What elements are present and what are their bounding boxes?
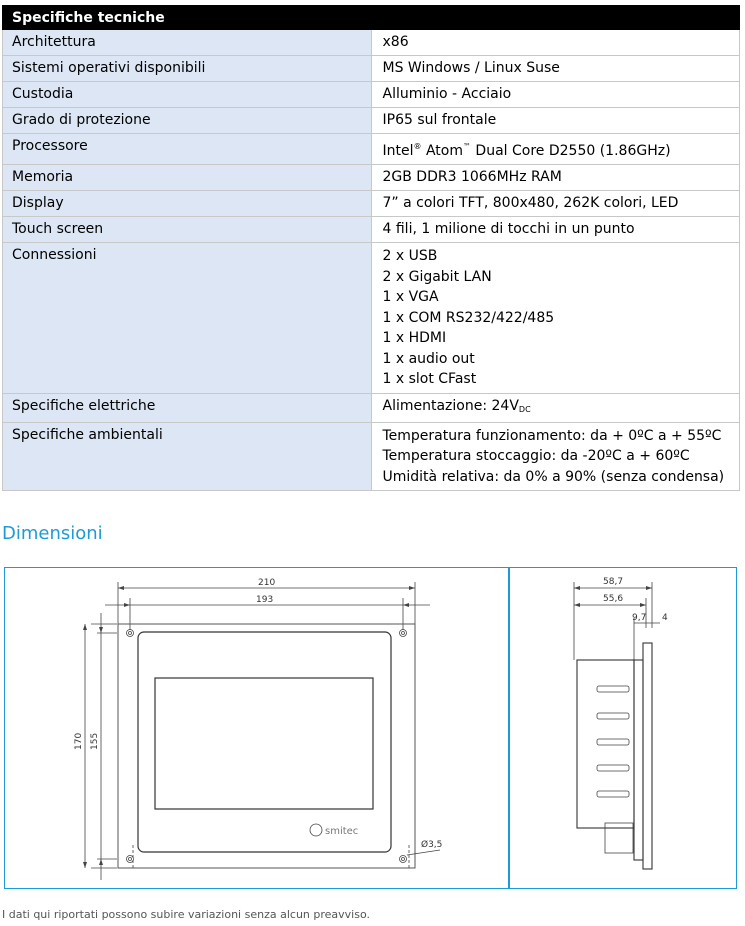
table-row [3, 393, 740, 422]
connection-line: 2 x USB [382, 248, 438, 264]
brand-logo-icon [310, 824, 322, 836]
spec-value [371, 422, 740, 491]
power-subscript: DC [518, 404, 531, 414]
hole-leader [407, 850, 440, 855]
drawing-divider [508, 568, 510, 888]
spec-value [371, 393, 740, 422]
mount-hole [129, 858, 132, 861]
arrowhead [124, 603, 130, 607]
spec-label: Display [3, 191, 372, 217]
arrowhead [640, 603, 646, 607]
spec-label: Connessioni [3, 243, 372, 394]
side-connector [597, 791, 629, 797]
spec-label: Touch screen [3, 217, 372, 243]
side-connector [597, 739, 629, 745]
spec-value [371, 134, 740, 165]
spec-label: Custodia [3, 82, 372, 108]
spec-table [2, 5, 740, 491]
mount-hole [127, 630, 134, 637]
arrowhead [83, 862, 87, 868]
table-row [3, 422, 740, 491]
spec-value: IP65 sul frontale [371, 108, 740, 134]
arrowhead [646, 586, 652, 590]
spec-value: x86 [371, 30, 740, 56]
dim-label-depth-body: 55,6 [603, 594, 624, 604]
connection-line: 2 x Gigabit LAN [382, 268, 492, 285]
table-row [3, 30, 740, 56]
dim-label-hole: Ø3,5 [421, 840, 443, 850]
dim-label-depth-b: 4 [662, 613, 668, 623]
dim-label-155: 155 [90, 732, 100, 750]
spec-table-title: Specifiche tecniche [3, 6, 740, 30]
side-connector [597, 713, 629, 719]
spec-label: Processore [3, 134, 372, 165]
side-bezel [634, 660, 643, 860]
spec-value: Alluminio - Acciaio [371, 82, 740, 108]
spec-value [371, 243, 740, 394]
spec-label: Specifiche ambientali [3, 422, 372, 491]
footnote: I dati qui riportati possono subire variazioni senza alcun preavviso. [2, 908, 370, 921]
spec-value: 2GB DDR3 1066MHz RAM [371, 165, 740, 191]
front-screen [155, 678, 373, 809]
connection-line: 1 x audio out [382, 350, 475, 367]
table-row [3, 134, 740, 165]
spec-label: Grado di protezione [3, 108, 372, 134]
mount-hole [402, 632, 405, 635]
mount-hole [400, 630, 407, 637]
table-row [3, 56, 740, 82]
environment-line: Umidità relativa: da 0% a 90% (senza condensa) [382, 468, 725, 485]
spec-value: MS Windows / Linux Suse [371, 56, 740, 82]
arrowhead [409, 586, 415, 590]
dim-label-193: 193 [256, 595, 274, 605]
technical-drawing [5, 568, 736, 888]
arrowhead [83, 624, 87, 630]
arrowhead [99, 859, 103, 865]
dimensions-drawing [4, 567, 737, 889]
spec-label: Architettura [3, 30, 372, 56]
side-body [577, 660, 634, 828]
arrowhead [574, 586, 580, 590]
processor-family: Atom [421, 143, 463, 159]
dim-label-depth-a: 9,7 [632, 613, 647, 623]
table-row [3, 243, 740, 394]
arrowhead [403, 603, 409, 607]
connection-line: 1 x HDMI [382, 330, 447, 346]
connection-line: 1 x COM RS232/422/485 [382, 309, 555, 326]
table-row [3, 165, 740, 191]
spec-value: 7” a colori TFT, 800x480, 262K colori, LED [371, 191, 740, 217]
side-frame [643, 643, 652, 869]
mount-hole [400, 856, 407, 863]
dim-label-depth-total: 58,7 [603, 577, 624, 587]
environment-line: Temperatura stoccaggio: da -20ºC a + 60ºC [382, 448, 690, 464]
arrowhead [118, 586, 124, 590]
side-connector [597, 765, 629, 771]
connection-line: 1 x slot CFast [382, 371, 477, 387]
spec-label: Memoria [3, 165, 372, 191]
power-supply: Alimentazione: 24V [382, 397, 519, 414]
side-connector [597, 686, 629, 692]
spec-label: Specifiche elettriche [3, 393, 372, 422]
arrowhead [574, 603, 580, 607]
dimensions-title: Dimensioni [2, 523, 103, 544]
brand-logo-text: smitec [325, 826, 359, 837]
dim-label-170: 170 [74, 732, 84, 750]
table-row [3, 191, 740, 217]
environment-line: Temperatura funzionamento: da + 0ºC a + 55ºC [382, 427, 722, 444]
connection-line: 1 x VGA [382, 289, 439, 305]
arrowhead [99, 627, 103, 633]
mount-hole [127, 856, 134, 863]
front-panel-outline [118, 624, 415, 868]
processor-brand: Intel [382, 143, 414, 159]
table-row [3, 217, 740, 243]
trademark-mark: ™ [462, 142, 471, 151]
mount-hole [129, 632, 132, 635]
spec-value: 4 fili, 1 milione di tocchi in un punto [371, 217, 740, 243]
mount-hole [402, 858, 405, 861]
processor-model: Dual Core D2550 (1.86GHz) [470, 143, 671, 159]
registered-mark: ® [413, 142, 422, 151]
table-row [3, 82, 740, 108]
dim-label-210: 210 [258, 578, 276, 588]
spec-label: Sistemi operativi disponibili [3, 56, 372, 82]
front-bezel [138, 632, 391, 852]
table-row [3, 108, 740, 134]
